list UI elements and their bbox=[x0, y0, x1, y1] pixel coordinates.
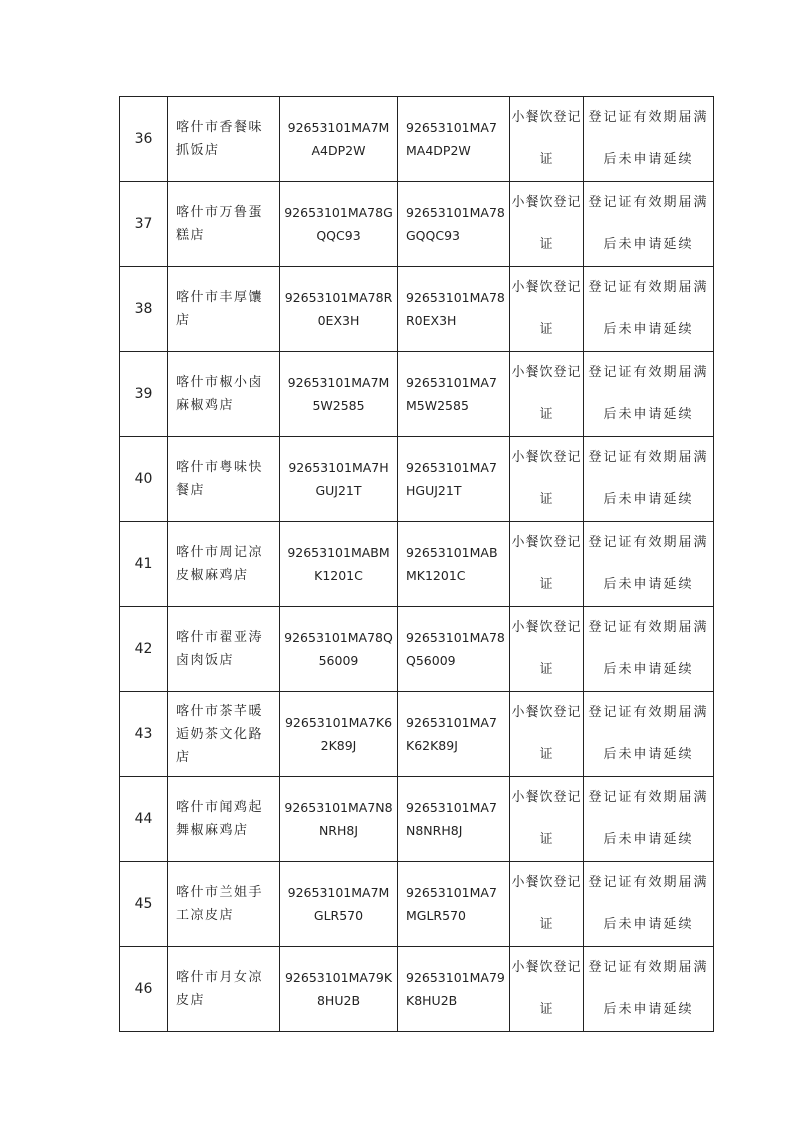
license-number: 92653101MA7HGUJ21T bbox=[398, 437, 510, 522]
license-number: 92653101MA78R0EX3H bbox=[398, 267, 510, 352]
cancel-reason: 登记证有效期届满后未申请延续 bbox=[584, 692, 714, 777]
license-number: 92653101MA7K62K89J bbox=[398, 692, 510, 777]
business-name: 喀什市周记凉皮椒麻鸡店 bbox=[168, 522, 280, 607]
license-type: 小餐饮登记证 bbox=[510, 267, 584, 352]
row-number: 38 bbox=[120, 267, 168, 352]
row-number: 39 bbox=[120, 352, 168, 437]
row-number: 37 bbox=[120, 182, 168, 267]
license-type: 小餐饮登记证 bbox=[510, 692, 584, 777]
license-number: 92653101MA78GQQC93 bbox=[398, 182, 510, 267]
business-name: 喀什市兰姐手工凉皮店 bbox=[168, 862, 280, 947]
credit-code: 92653101MA78GQQC93 bbox=[280, 182, 398, 267]
license-number: 92653101MA78Q56009 bbox=[398, 607, 510, 692]
cancel-reason: 登记证有效期届满后未申请延续 bbox=[584, 862, 714, 947]
credit-code: 92653101MA7N8NRH8J bbox=[280, 777, 398, 862]
credit-code: 92653101MA7MA4DP2W bbox=[280, 97, 398, 182]
business-name: 喀什市闻鸡起舞椒麻鸡店 bbox=[168, 777, 280, 862]
license-type: 小餐饮登记证 bbox=[510, 777, 584, 862]
license-number: 92653101MA7N8NRH8J bbox=[398, 777, 510, 862]
business-name: 喀什市椒小卤麻椒鸡店 bbox=[168, 352, 280, 437]
table-row bbox=[120, 692, 714, 777]
license-number: 92653101MA7MGLR570 bbox=[398, 862, 510, 947]
table-row bbox=[120, 267, 714, 352]
license-type: 小餐饮登记证 bbox=[510, 97, 584, 182]
license-type: 小餐饮登记证 bbox=[510, 607, 584, 692]
license-type: 小餐饮登记证 bbox=[510, 182, 584, 267]
table-row bbox=[120, 522, 714, 607]
credit-code: 92653101MA78Q56009 bbox=[280, 607, 398, 692]
table-row bbox=[120, 437, 714, 522]
row-number: 45 bbox=[120, 862, 168, 947]
row-number: 44 bbox=[120, 777, 168, 862]
business-name: 喀什市香餐味抓饭店 bbox=[168, 97, 280, 182]
revocation-table bbox=[119, 96, 714, 1032]
row-number: 46 bbox=[120, 947, 168, 1032]
table-row bbox=[120, 607, 714, 692]
table-row bbox=[120, 947, 714, 1032]
credit-code: 92653101MABMK1201C bbox=[280, 522, 398, 607]
row-number: 41 bbox=[120, 522, 168, 607]
credit-code: 92653101MA7K62K89J bbox=[280, 692, 398, 777]
license-number: 92653101MABMK1201C bbox=[398, 522, 510, 607]
license-number: 92653101MA7M5W2585 bbox=[398, 352, 510, 437]
license-number: 92653101MA79K8HU2B bbox=[398, 947, 510, 1032]
table-row bbox=[120, 97, 714, 182]
business-name: 喀什市翟亚涛卤肉饭店 bbox=[168, 607, 280, 692]
row-number: 36 bbox=[120, 97, 168, 182]
table-row bbox=[120, 352, 714, 437]
business-name: 喀什市万鲁蛋糕店 bbox=[168, 182, 280, 267]
cancel-reason: 登记证有效期届满后未申请延续 bbox=[584, 947, 714, 1032]
cancel-reason: 登记证有效期届满后未申请延续 bbox=[584, 607, 714, 692]
credit-code: 92653101MA79K8HU2B bbox=[280, 947, 398, 1032]
business-name: 喀什市丰厚馕店 bbox=[168, 267, 280, 352]
cancel-reason: 登记证有效期届满后未申请延续 bbox=[584, 97, 714, 182]
cancel-reason: 登记证有效期届满后未申请延续 bbox=[584, 522, 714, 607]
license-type: 小餐饮登记证 bbox=[510, 352, 584, 437]
cancel-reason: 登记证有效期届满后未申请延续 bbox=[584, 182, 714, 267]
table-body bbox=[120, 97, 714, 1032]
license-type: 小餐饮登记证 bbox=[510, 862, 584, 947]
license-type: 小餐饮登记证 bbox=[510, 947, 584, 1032]
business-name: 喀什市月女凉皮店 bbox=[168, 947, 280, 1032]
table-row bbox=[120, 182, 714, 267]
credit-code: 92653101MA78R0EX3H bbox=[280, 267, 398, 352]
row-number: 42 bbox=[120, 607, 168, 692]
cancel-reason: 登记证有效期届满后未申请延续 bbox=[584, 777, 714, 862]
license-type: 小餐饮登记证 bbox=[510, 522, 584, 607]
credit-code: 92653101MA7HGUJ21T bbox=[280, 437, 398, 522]
cancel-reason: 登记证有效期届满后未申请延续 bbox=[584, 352, 714, 437]
row-number: 40 bbox=[120, 437, 168, 522]
license-number: 92653101MA7MA4DP2W bbox=[398, 97, 510, 182]
business-name: 喀什市茶芊暖逅奶茶文化路店 bbox=[168, 692, 280, 777]
credit-code: 92653101MA7MGLR570 bbox=[280, 862, 398, 947]
cancel-reason: 登记证有效期届满后未申请延续 bbox=[584, 267, 714, 352]
cancel-reason: 登记证有效期届满后未申请延续 bbox=[584, 437, 714, 522]
business-name: 喀什市粤味快餐店 bbox=[168, 437, 280, 522]
table-row bbox=[120, 777, 714, 862]
credit-code: 92653101MA7M5W2585 bbox=[280, 352, 398, 437]
row-number: 43 bbox=[120, 692, 168, 777]
license-type: 小餐饮登记证 bbox=[510, 437, 584, 522]
table-row bbox=[120, 862, 714, 947]
